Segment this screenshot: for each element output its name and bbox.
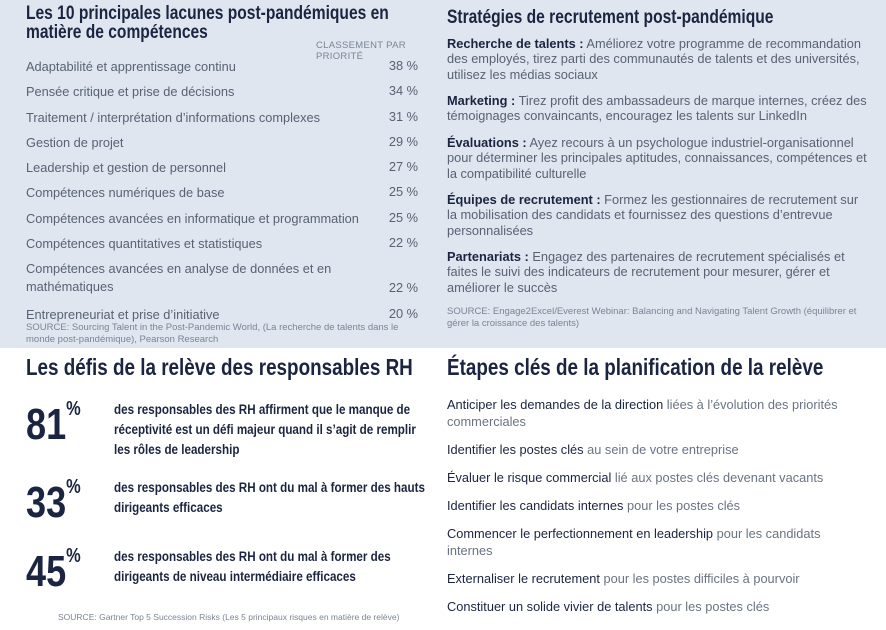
gap-row (26, 103, 418, 128)
strategy-body: Engagez des partenaires de recrutement spécialisés et faites le suivi des indicateurs de recrutement pour mesurer, gérer et améliorer le succès (447, 249, 845, 295)
gap-row (26, 204, 418, 229)
gap-label: Compétences quantitatives et statistiques (26, 236, 263, 252)
gap-row (26, 77, 418, 102)
step-item (447, 598, 862, 615)
gap-percent: 22 % (388, 280, 418, 296)
step-head: Identifier les candidats internes (447, 498, 624, 513)
step-body: lié aux postes clés devenant vacants (611, 470, 824, 485)
gap-percent: 34 % (388, 83, 418, 99)
stat-block (26, 547, 426, 617)
gap-label: Adaptabilité et apprentissage continu (26, 59, 236, 74)
step-body: liées à l’évolution des priorités commerciales (447, 397, 838, 429)
step-body: pour les postes difficiles à pourvoir (599, 571, 800, 586)
stat-text: des responsables des RH affirment que le manque de réceptivité est un défi majeur quand il s’agit de remplir les rôles de leadership (114, 402, 416, 458)
rank-label: CLASSEMENT PAR PRIORITÉ (316, 40, 406, 62)
strategy-body: Ayez recours à un psychologue industriel-organisationnel pour déterminer les principales aptitudes, connaissances, compétences et la compatibilité culturelle (447, 135, 867, 181)
recruitment-strategies-source: SOURCE: Engage2Excel/Everest Webinar: Balancing and Navigating Talent Growth (équilibrer et gérer la croissance des talents) (447, 306, 857, 329)
gap-label: Traitement / interprétation d’informations complexes (26, 109, 320, 125)
gap-label: Compétences avancées en analyse de données et en mathématiques (26, 261, 332, 295)
gap-row (26, 229, 418, 254)
strategy-body: Tirez profit des ambassadeurs de marque internes, créez des témoignages convaincants, encouragez les talents sur LinkedIn (447, 93, 867, 124)
hr-challenges-panel (26, 354, 426, 622)
strategy-body: Formez les gestionnaires de recrutement sur la mobilisation des candidats et fournissez des questions d’entrevue personnalisées (447, 192, 859, 238)
strategy-head: Évaluations : (447, 135, 527, 150)
gap-row (26, 52, 418, 77)
strategy-body: Améliorez votre programme de recommandation des employés, tirez parti des communautés de talents et des universités, utilisez les médias sociaux (447, 36, 861, 82)
gap-percent: 22 % (388, 235, 418, 251)
strategy-head: Recherche de talents : (447, 36, 584, 51)
stat-block (26, 400, 426, 470)
stat-number: 81% (26, 398, 81, 449)
stat-text: des responsables des RH ont du mal à former des dirigeants de niveau intermédiaire efficaces (114, 549, 391, 585)
step-item (447, 570, 862, 587)
step-head: Constituer un solide vivier de talents (447, 599, 653, 614)
gap-label: Leadership et gestion de personnel (26, 160, 226, 176)
skills-gap-panel (26, 3, 426, 345)
gap-row (26, 178, 418, 203)
gap-label: Gestion de projet (26, 134, 124, 150)
strategy-item (447, 36, 867, 82)
skills-gap-list (26, 52, 418, 326)
step-item (447, 396, 862, 430)
step-head: Externaliser le recrutement (447, 571, 600, 586)
gap-percent: 31 % (388, 108, 418, 124)
gap-percent: 25 % (388, 209, 418, 225)
hr-challenges-source: SOURCE: Gartner Top 5 Succession Risks (Les 5 principaux risques en matière de relève) (58, 612, 400, 622)
step-head: Évaluer le risque commercial (447, 470, 612, 485)
gap-label: Pensée critique et prise de décisions (26, 84, 235, 100)
gap-percent: 25 % (388, 184, 418, 200)
skills-gap-title: Les 10 principales lacunes post-pandémiques en matière de compétences (26, 3, 389, 43)
gap-label: Compétences numériques de base (26, 185, 225, 201)
stat-number: 33% (26, 476, 81, 527)
gap-row (26, 254, 418, 300)
skills-gap-source: SOURCE: Sourcing Talent in the Post-Pandemic World, (La recherche de talents dans le monde post-pandémique), Pearson Research (26, 322, 399, 345)
step-body: au sein de votre entreprise (583, 442, 739, 457)
strategy-item (447, 249, 867, 295)
succession-steps-panel (447, 354, 867, 614)
strategy-head: Équipes de recrutement : (447, 192, 601, 207)
step-item (447, 497, 862, 514)
step-head: Commencer le perfectionnement en leadership (447, 526, 714, 541)
step-item (447, 441, 862, 458)
step-item (447, 469, 862, 486)
step-head: Identifier les postes clés (447, 442, 584, 457)
gap-percent: 27 % (388, 159, 418, 175)
recruitment-strategies-panel (447, 7, 867, 329)
hr-challenges-title: Les défis de la relève des responsables RH (26, 354, 413, 380)
gap-label: Entrepreneuriat et prise d’initiative (26, 307, 220, 323)
stat-block (26, 478, 426, 548)
step-body: pour les postes clés (623, 498, 741, 513)
step-body: pour les candidats internes (447, 526, 821, 558)
gap-percent: 38 % (388, 58, 418, 73)
recruitment-strategies-title: Stratégies de recrutement post-pandémique (447, 7, 774, 28)
strategy-head: Marketing : (447, 93, 516, 108)
step-head: Anticiper les demandes de la direction (447, 397, 664, 412)
gap-percent: 20 % (388, 306, 418, 322)
step-body: pour les postes clés (652, 599, 770, 614)
gap-row (26, 153, 418, 178)
strategy-head: Partenariats : (447, 249, 529, 264)
strategy-item (447, 135, 867, 181)
strategy-item (447, 93, 867, 124)
gap-label: Compétences avancées en informatique et programmation (26, 210, 359, 226)
stat-number: 45% (26, 545, 81, 596)
gap-row (26, 128, 418, 153)
stat-text: des responsables des RH ont du mal à former des hauts dirigeants efficaces (114, 480, 425, 516)
succession-steps-title: Étapes clés de la planification de la relève (447, 354, 824, 380)
strategy-item (447, 192, 867, 238)
gap-percent: 29 % (388, 133, 418, 149)
step-item (447, 525, 862, 559)
